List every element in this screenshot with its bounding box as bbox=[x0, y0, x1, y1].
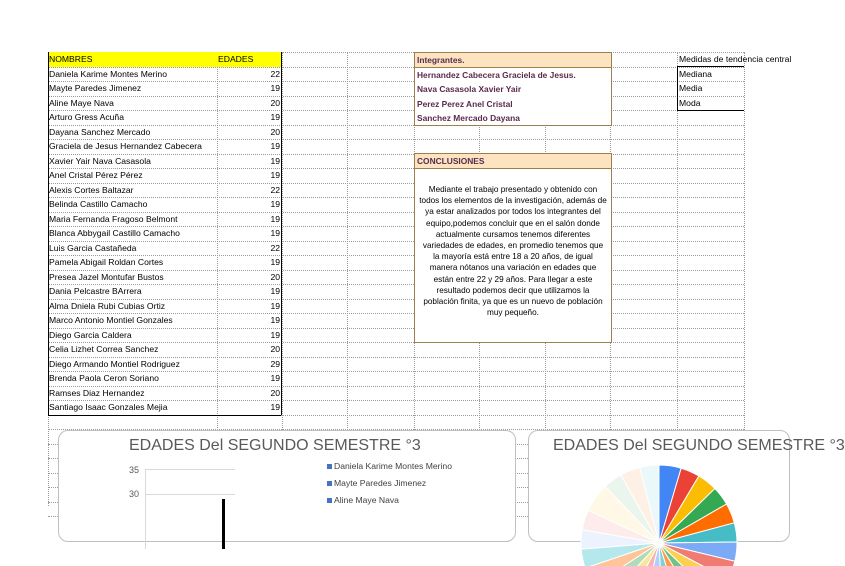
age-cell[interactable]: 19 bbox=[270, 213, 280, 224]
age-cell[interactable]: 19 bbox=[270, 373, 280, 383]
legend-label: Aline Maye Nava bbox=[334, 495, 399, 505]
age-cell[interactable]: 19 bbox=[270, 300, 280, 311]
name-cell[interactable]: Pamela Abigail Roldan Cortes bbox=[49, 257, 164, 267]
legend-swatch bbox=[327, 481, 332, 486]
name-cell[interactable]: Arturo Gress Acuña bbox=[49, 112, 124, 122]
measures-border bbox=[677, 110, 744, 111]
age-cell[interactable]: 20 bbox=[270, 126, 280, 137]
y-axis-line bbox=[145, 469, 235, 470]
name-cell[interactable]: Diego Garcia Caldera bbox=[49, 329, 132, 340]
bar-chart-title: EDADES Del SEGUNDO SEMESTRE °3 bbox=[129, 437, 421, 454]
legend-item bbox=[327, 495, 399, 505]
team-member[interactable]: Hernandez Cabecera Graciela de Jesus. bbox=[417, 69, 576, 80]
conclusions-title[interactable]: CONCLUSIONES bbox=[415, 154, 611, 169]
legend-swatch bbox=[327, 464, 332, 469]
legend-label: Daniela Karime Montes Merino bbox=[334, 461, 452, 471]
age-cell[interactable]: 19 bbox=[270, 199, 280, 209]
name-cell[interactable]: Presea Jazel Montufar Bustos bbox=[49, 271, 164, 282]
table-border bbox=[281, 52, 282, 415]
age-cell[interactable]: 19 bbox=[270, 329, 280, 340]
measures-border bbox=[677, 66, 678, 110]
spreadsheet-grid[interactable] bbox=[48, 52, 845, 506]
age-cell[interactable]: 19 bbox=[270, 155, 280, 166]
name-cell[interactable]: Ramses Diaz Hernandez bbox=[49, 387, 145, 398]
age-cell[interactable]: 19 bbox=[270, 228, 280, 238]
measure-moda[interactable]: Moda bbox=[679, 97, 701, 108]
y-tick-label: 35 bbox=[128, 465, 139, 475]
name-cell[interactable]: Brenda Paola Ceron Soriano bbox=[49, 373, 159, 383]
measure-mediana[interactable]: Mediana bbox=[679, 68, 712, 79]
pie-chart[interactable] bbox=[528, 430, 845, 542]
team-box bbox=[414, 52, 612, 126]
table-border bbox=[48, 415, 281, 416]
age-cell[interactable]: 19 bbox=[270, 257, 280, 267]
name-cell[interactable]: Daniela Karime Montes Merino bbox=[49, 68, 167, 79]
team-member[interactable]: Nava Casasola Xavier Yair bbox=[417, 84, 522, 94]
age-cell[interactable]: 20 bbox=[270, 97, 280, 108]
bar bbox=[222, 499, 225, 549]
name-cell[interactable]: Graciela de Jesus Hernandez Cabecera bbox=[49, 141, 202, 151]
name-cell[interactable]: Anel Cristal Pérez Pérez bbox=[49, 170, 143, 180]
name-cell[interactable]: Maria Fernanda Fragoso Belmont bbox=[49, 213, 178, 224]
age-cell[interactable]: 29 bbox=[270, 358, 280, 369]
legend-item bbox=[327, 461, 452, 471]
name-cell[interactable]: Mayte Paredes Jimenez bbox=[49, 83, 142, 93]
name-cell[interactable]: Belinda Castillo Camacho bbox=[49, 199, 148, 209]
y-axis bbox=[145, 469, 146, 549]
conclusions-box bbox=[414, 153, 612, 343]
team-member[interactable]: Perez Perez Anel Cristal bbox=[417, 98, 513, 109]
bar-chart[interactable] bbox=[58, 430, 516, 542]
age-cell[interactable]: 19 bbox=[270, 286, 280, 296]
conclusions-text[interactable]: Mediante el trabajo presentado y obtenido con todos los elementos de la investigación, además de ya estar analizados por todos los integrantes del equipo,podemos concluir que en el salón donde actualmente cursamos tenemos diferentes variedades de edades, en promedio tenemos que la mayoría está entre 18 a 20 años, de igual manera nótanos una variación en edades que están entre 22 y 29 años. Para llegar a este resultado podemos decir que utilizamos la población finita, ya que es un nuevo de población muy pequeño. bbox=[419, 185, 607, 318]
legend-swatch bbox=[327, 498, 332, 503]
name-cell[interactable]: Diego Armando Montiel Rodriguez bbox=[49, 358, 180, 369]
team-title[interactable]: Integrantes. bbox=[415, 53, 611, 68]
age-cell[interactable]: 19 bbox=[270, 112, 280, 122]
legend-label: Mayte Paredes Jimenez bbox=[334, 478, 427, 488]
pie-svg bbox=[529, 431, 789, 541]
name-cell[interactable]: Dayana Sanchez Mercado bbox=[49, 126, 151, 137]
name-cell[interactable]: Alma Dniela Rubi Cubias Ortiz bbox=[49, 300, 166, 311]
name-cell[interactable]: Aline Maye Nava bbox=[49, 97, 114, 108]
age-cell[interactable]: 20 bbox=[270, 387, 280, 398]
name-cell[interactable]: Xavier Yair Nava Casasola bbox=[49, 155, 151, 166]
name-cell[interactable]: Blanca Abbygail Castillo Camacho bbox=[49, 228, 180, 238]
y-tick-label: 30 bbox=[128, 489, 139, 499]
age-cell[interactable]: 19 bbox=[270, 141, 280, 151]
age-cell[interactable]: 22 bbox=[270, 184, 280, 195]
table-border bbox=[48, 52, 49, 415]
measures-title[interactable]: Medidas de tendencia central bbox=[679, 54, 792, 64]
header-names[interactable]: NOMBRES bbox=[48, 52, 217, 67]
measures-border bbox=[677, 66, 744, 67]
name-cell[interactable]: Alexis Cortes Baltazar bbox=[49, 184, 134, 195]
age-cell[interactable]: 19 bbox=[270, 170, 280, 180]
legend-item bbox=[327, 478, 426, 488]
name-cell[interactable]: Luis Garcia Castañeda bbox=[49, 242, 137, 253]
name-cell[interactable]: Celia Lizhet Correa Sanchez bbox=[49, 344, 159, 354]
age-cell[interactable]: 19 bbox=[270, 83, 280, 93]
name-cell[interactable]: Marco Antonio Montiel Gonzales bbox=[49, 315, 173, 325]
header-ages[interactable]: EDADES bbox=[217, 52, 282, 67]
age-cell[interactable]: 22 bbox=[270, 242, 280, 253]
age-cell[interactable]: 20 bbox=[270, 271, 280, 282]
name-cell[interactable]: Santiago Isaac Gonzales Mejia bbox=[49, 402, 168, 412]
name-cell[interactable]: Dania Pelcastre BArrera bbox=[49, 286, 142, 296]
measure-media[interactable]: Media bbox=[679, 83, 703, 93]
y-axis-line bbox=[145, 494, 235, 495]
pie-chart-title: EDADES Del SEGUNDO SEMESTRE °3 bbox=[553, 437, 845, 454]
age-cell[interactable]: 19 bbox=[270, 402, 280, 412]
age-cell[interactable]: 20 bbox=[270, 344, 280, 354]
age-cell[interactable]: 19 bbox=[270, 315, 280, 325]
age-cell[interactable]: 22 bbox=[270, 68, 280, 79]
team-member[interactable]: Sanchez Mercado Dayana bbox=[417, 113, 520, 123]
